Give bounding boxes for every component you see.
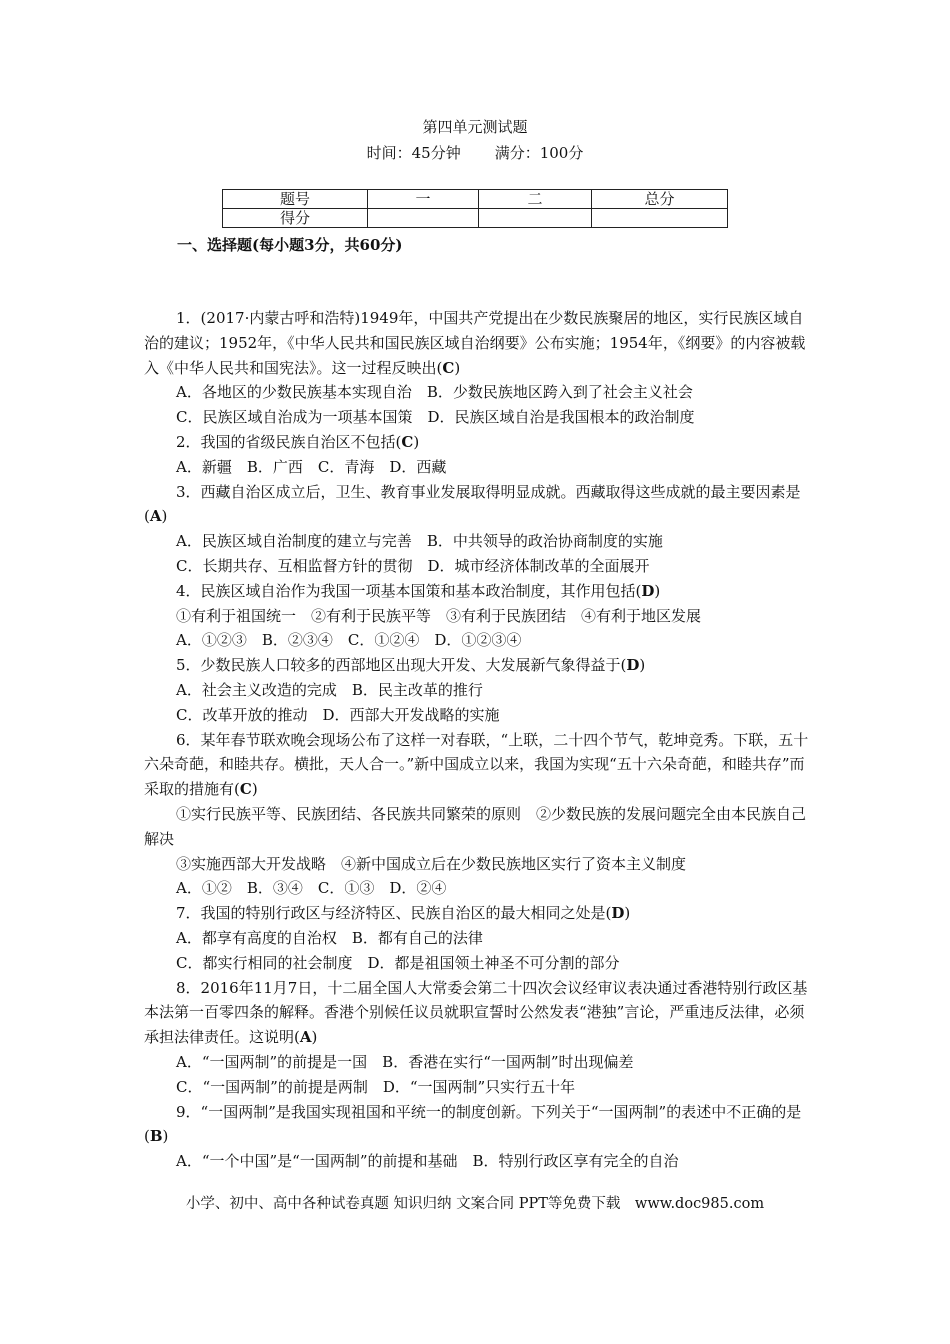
- question-stem: 5．少数民族人口较多的西部地区出现大开发、大发展新气象得益于(: [176, 656, 627, 675]
- option-line: A．“一国两制”的前提是一国 B．香港在实行“一国两制”时出现偏差: [176, 1052, 634, 1071]
- question-4: 4．民族区域自治作为我国一项基本国策和基本政治制度，其作用包括(D): [176, 581, 661, 600]
- question-stem: 6．某年春节联欢晚会现场公布了这样一对春联，“上联，二十四个节气，乾坤竞秀。下联，五十六朵奇葩，和睦共存。横批，天人合一。”新中国成立以来，我国为实现“五十六朵奇葩，和睦共存”而采取的措施有(: [144, 730, 809, 799]
- answer: D: [626, 656, 640, 675]
- item-line: ③实施西部大开发战略 ④新中国成立后在少数民族地区实行了资本主义制度: [176, 854, 687, 873]
- option-line: A．社会主义改造的完成 B．民主改革的推行: [176, 680, 483, 699]
- header-cell-part1: 一: [368, 190, 479, 209]
- answer: A: [149, 507, 162, 526]
- score-table-score-row: [223, 209, 728, 228]
- question-stem: 2．我国的省级民族自治区不包括(: [176, 432, 402, 451]
- header-cell-number: 题号: [223, 190, 368, 209]
- score-cell-part1[interactable]: [368, 209, 479, 228]
- option-line: A．民族区域自治制度的建立与完善 B．中共领导的政治协商制度的实施: [176, 532, 663, 551]
- option-line: A．“一个中国”是“一国两制”的前提和基础 B．特别行政区享有完全的自治: [176, 1152, 679, 1171]
- answer: A: [299, 1028, 312, 1047]
- option-line: C．民族区域自治成为一项基本国策 D．民族区域自治是我国根本的政治制度: [176, 408, 695, 427]
- question-stem: 9．“一国两制”是我国实现祖国和平统一的制度创新。下列关于“一国两制”的表述中不正确的是(: [144, 1102, 802, 1146]
- question-stem: 1．(2017·内蒙古呼和浩特)1949年，中国共产党提出在少数民族聚居的地区，实行民族区域自治的建议；1952年，《中华人民共和国民族区域自治纲要》公布实施；1954年，《纲要》的内容被载入《中华人民共和国宪法》。这一过程反映出(: [144, 309, 806, 377]
- section-title: 一、选择题(每小题3分，共60分): [177, 236, 403, 254]
- option-line: A．①② B．③④ C．①③ D．②④: [176, 879, 447, 898]
- option-line: A．各地区的少数民族基本实现自治 B．少数民族地区跨入到了社会主义社会: [176, 383, 693, 402]
- exam-info: [0, 142, 950, 163]
- option-line: C．改革开放的推动 D．西部大开发战略的实施: [176, 705, 500, 724]
- answer: D: [641, 581, 655, 600]
- question-9: 9．“一国两制”是我国实现祖国和平统一的制度创新。下列关于“一国两制”的表述中不正确的是(B): [144, 1102, 802, 1146]
- option-line: A．新疆 B．广西 C．青海 D．西藏: [176, 457, 447, 476]
- row-label-score: 得分: [223, 209, 368, 228]
- question-6: 6．某年春节联欢晚会现场公布了这样一对春联，“上联，二十四个节气，乾坤竞秀。下联，五十六朵奇葩，和睦共存。横批，天人合一。”新中国成立以来，我国为实现“五十六朵奇葩，和睦共存”而采取的措施有(C): [144, 730, 809, 799]
- answer: C: [239, 780, 252, 799]
- header-cell-total: 总分: [592, 190, 728, 209]
- page-title: 第四单元测试题: [422, 118, 528, 136]
- answer: B: [149, 1127, 163, 1146]
- score-table: [222, 189, 728, 228]
- answer: C: [401, 432, 414, 451]
- header-cell-part2: 二: [479, 190, 592, 209]
- score-cell-total[interactable]: [592, 209, 728, 228]
- question-2: 2．我国的省级民族自治区不包括(C): [176, 432, 420, 451]
- answer: C: [442, 358, 455, 377]
- score-table-header-row: [223, 190, 728, 209]
- question-stem: 4．民族区域自治作为我国一项基本国策和基本政治制度，其作用包括(: [176, 581, 642, 600]
- question-5: 5．少数民族人口较多的西部地区出现大开发、大发展新气象得益于(D): [176, 656, 646, 675]
- exam-time: 时间：45分钟: [366, 144, 461, 162]
- option-line: C．长期共存、互相监督方针的贯彻 D．城市经济体制改革的全面展开: [176, 556, 650, 575]
- question-7: 7．我国的特别行政区与经济特区、民族自治区的最大相同之处是(D): [176, 904, 631, 923]
- question-1: 1．(2017·内蒙古呼和浩特)1949年，中国共产党提出在少数民族聚居的地区，实行民族区域自治的建议；1952年，《中华人民共和国民族区域自治纲要》公布实施；1954年，《纲要》的内容被载入《中华人民共和国宪法》。这一过程反映出(C): [144, 309, 806, 377]
- item-line: ①有利于祖国统一 ②有利于民族平等 ③有利于民族团结 ④有利于地区发展: [176, 606, 702, 625]
- page-footer: 小学、初中、高中各种试卷真题 知识归纳 文案合同 PPT等免费下载 www.doc985.com: [185, 1196, 765, 1212]
- answer: D: [611, 904, 625, 923]
- question-8: 8．2016年11月7日，十二届全国人大常委会第二十四次会议经审议表决通过香港特别行政区基本法第一百零四条的解释。香港个别候任议员就职宣誓时公然发表“港独”言论，严重违反法律，必须承担法律责任。这说明(A): [144, 978, 808, 1047]
- question-list: [144, 306, 810, 1174]
- option-line: C．都实行相同的社会制度 D．都是祖国领土神圣不可分割的部分: [176, 953, 620, 972]
- item-line: ①实行民族平等、民族团结、各民族共同繁荣的原则 ②少数民族的发展问题完全由本民族自己解决: [144, 804, 807, 848]
- option-line: A．①②③ B．②③④ C．①②④ D．①②③④: [176, 631, 522, 650]
- question-3: 3．西藏自治区成立后，卫生、教育事业发展取得明显成就。西藏取得这些成就的最主要因素是(A): [144, 482, 801, 526]
- question-stem: 8．2016年11月7日，十二届全国人大常委会第二十四次会议经审议表决通过香港特别行政区基本法第一百零四条的解释。香港个别候任议员就职宣誓时公然发表“港独”言论，严重违反法律，必须承担法律责任。这说明(: [144, 978, 808, 1047]
- option-line: C．“一国两制”的前提是两制 D．“一国两制”只实行五十年: [176, 1077, 576, 1096]
- question-stem: 3．西藏自治区成立后，卫生、教育事业发展取得明显成就。西藏取得这些成就的最主要因素是(: [144, 482, 801, 526]
- option-line: A．都享有高度的自治权 B．都有自己的法律: [176, 928, 483, 947]
- question-stem: 7．我国的特别行政区与经济特区、民族自治区的最大相同之处是(: [176, 904, 612, 923]
- score-cell-part2[interactable]: [479, 209, 592, 228]
- exam-score: 满分：100分: [494, 144, 584, 162]
